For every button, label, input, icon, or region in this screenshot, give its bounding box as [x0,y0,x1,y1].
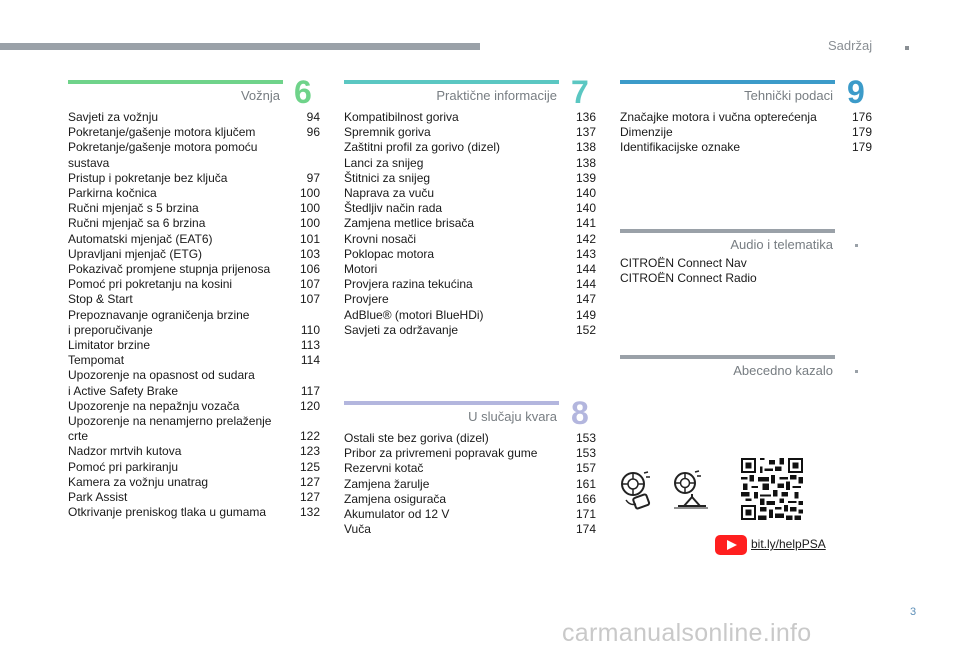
toc-entry-title: Upravljani mjenjač (ETG) [68,246,203,261]
toc-entry-page: 153 [575,431,596,445]
section-9-number: 9 [847,74,865,110]
youtube-icon[interactable] [715,535,747,555]
section-6-line [68,80,283,84]
toc-entry-page: 107 [299,292,320,307]
index-line [620,355,835,359]
section-7-line [344,80,559,84]
toc-entry-title: AdBlue® (motori BlueHDi) [344,307,484,322]
header-dot [905,46,909,50]
toc-entry-page: 137 [575,125,596,140]
toc-entry-page: 142 [575,231,596,246]
toc-entry-title: Pomoć pri parkiranju [68,459,179,474]
toc-entry-title: Pokretanje/gašenje motora pomoću sustava Pristup i pokretanje bez ključa [68,140,258,185]
toc-entry-title: Upozorenje na opasnost od sudara i Active Safety Brake [68,368,255,398]
section-8-line [344,401,559,405]
toc-entry-page: 101 [299,231,320,246]
toc-entry[interactable] [620,125,872,140]
toc-entry-page: 114 [300,353,320,368]
toc-entry-page: 100 [299,201,320,216]
toc-entry[interactable] [620,256,872,271]
toc-entry[interactable] [68,399,320,414]
toc-entry-title: Ručni mjenjač sa 6 brzina [68,216,206,231]
toc-entry-title: Savjeti za održavanje [344,322,459,337]
toc-entry-page: 123 [299,444,320,459]
section-7-list [344,110,596,338]
toc-entry-page: 136 [575,110,596,124]
toc-entry[interactable] [620,110,872,125]
toc-entry[interactable] [344,125,596,140]
toc-entry[interactable] [344,232,596,247]
toc-entry-page: 176 [851,110,872,124]
toc-entry-title: Stop & Start [68,292,133,307]
toc-entry[interactable] [68,277,320,292]
audio-title: Audio i telematika [730,237,833,252]
toc-entry[interactable] [344,201,596,216]
section-7-title: Praktične informacije [436,88,557,103]
toc-entry[interactable] [68,262,320,277]
page-header-title: Sadržaj [828,38,873,53]
toc-entry-page: 138 [575,155,596,170]
toc-entry[interactable] [68,505,320,520]
section-6-title: Vožnja [240,88,280,103]
toc-entry-title: Ručni mjenjač s 5 brzina [68,201,199,216]
toc-entry-title: Identifikacijske oznake [620,140,741,155]
toc-entry-page: 161 [575,476,596,491]
toc-entry[interactable] [68,353,320,368]
section-6-list [68,110,320,520]
toc-entry[interactable] [344,277,596,292]
toc-entry-page: 166 [575,491,596,506]
toc-entry-title: Lanci za snijeg [344,155,424,170]
toc-entry-page: 127 [299,490,320,505]
toc-entry[interactable] [344,186,596,201]
section-9-line [620,80,835,84]
toc-entry-title: Ostali ste bez goriva (dizel) [344,431,489,445]
toc-entry[interactable] [68,292,320,307]
toc-entry-page: 138 [575,140,596,155]
toc-entry[interactable] [344,323,596,338]
toc-entry[interactable] [68,444,320,459]
toc-entry-page: 140 [575,186,596,201]
toc-entry[interactable] [344,308,596,323]
section-8-list [344,431,596,537]
toc-entry-page: 96 [306,125,320,140]
toc-entry-page: 100 [299,216,320,231]
qr-code-icon [741,458,803,520]
toc-entry[interactable] [68,110,320,125]
toc-entry-title: Tempomat [68,353,125,368]
toc-entry-title: CITROËN Connect Nav [620,256,747,270]
audio-line [620,229,835,233]
section-6-number: 6 [294,74,312,110]
toc-entry-page: 100 [299,186,320,201]
toc-entry[interactable] [68,368,320,398]
toc-entry-title: Zamjena žarulje [344,476,430,491]
toc-entry-title: Naprava za vuču [344,186,435,201]
toc-entry-page: 94 [306,110,320,124]
toc-entry-page: 132 [299,505,320,520]
toc-entry-title: Pokazivač promjene stupnja prijenosa [68,262,271,277]
toc-entry-page: 122 [299,429,320,444]
toc-entry-page: 106 [299,262,320,277]
toc-entry[interactable] [344,156,596,171]
toc-entry[interactable] [344,292,596,307]
toc-entry-page: 139 [575,170,596,185]
toc-entry-page: 171 [575,507,596,522]
toc-entry-title: Zaštitni profil za gorivo (dizel) [344,140,501,155]
toc-entry-title: Pomoć pri pokretanju na kosini [68,277,233,292]
toc-entry[interactable] [344,216,596,231]
toc-entry[interactable] [68,460,320,475]
toc-entry[interactable] [68,247,320,262]
toc-entry[interactable] [344,477,596,492]
toc-entry-page: 174 [575,522,596,537]
toc-entry-page: 107 [299,277,320,292]
toc-entry-page: 127 [299,474,320,489]
tyre-kit-icon [616,470,658,512]
toc-entry[interactable] [68,140,320,186]
toc-entry-title: Poklopac motora [344,246,435,261]
toc-entry-title: CITROËN Connect Radio [620,271,757,286]
toc-entry[interactable] [344,171,596,186]
jack-wheel-icon [670,470,712,512]
toc-entry-page: 103 [299,246,320,261]
toc-entry[interactable] [620,271,872,286]
toc-entry-title: Provjera razina tekućina [344,277,473,292]
section-8-title: U slučaju kvara [468,409,557,424]
toc-entry-title: Parkirna kočnica [68,186,157,201]
toc-entry-title: Nadzor mrtvih kutova [68,444,182,459]
toc-entry-title: Vuča [344,522,371,537]
toc-entry[interactable] [68,475,320,490]
section-9-title: Tehnički podaci [744,88,833,103]
toc-entry-page: 143 [575,246,596,261]
index-dot [855,370,858,373]
toc-entry[interactable] [344,507,596,522]
index-title: Abecedno kazalo [733,363,833,378]
toc-entry[interactable] [344,110,596,125]
toc-entry-page: 152 [575,322,596,337]
toc-entry-title: Spremnik goriva [344,125,431,140]
toc-entry[interactable] [344,140,596,155]
toc-entry-page: 144 [575,262,596,277]
toc-entry-page: 149 [575,307,596,322]
toc-entry-page: 157 [575,461,596,476]
toc-entry-title: Štitnici za snijeg [344,170,431,185]
toc-entry-title: Akumulator od 12 V [344,507,450,522]
toc-entry-page: 179 [851,125,872,140]
toc-entry-page: 120 [299,398,320,413]
toc-entry[interactable] [344,262,596,277]
toc-entry-page: 141 [575,216,596,231]
toc-entry-page: 110 [300,322,320,337]
toc-entry-title: Upozorenje na nenamjerno prelaženje crte [68,414,272,444]
toc-entry[interactable] [620,140,872,155]
top-bar [0,43,480,50]
toc-entry-title: Limitator brzine [68,338,151,353]
toc-entry[interactable] [68,125,320,140]
toc-entry[interactable] [68,308,320,338]
toc-entry[interactable] [344,492,596,507]
toc-entry[interactable] [68,338,320,353]
section-9-list [620,110,872,156]
audio-dot [855,244,858,247]
page-number: 3 [910,606,917,618]
toc-entry-page: 147 [575,292,596,307]
audio-list [620,256,872,286]
toc-entry-page: 117 [300,383,320,398]
toc-entry[interactable] [344,431,596,446]
toc-entry-title: Park Assist [68,490,128,505]
toc-entry-title: Pokretanje/gašenje motora ključem [68,125,256,140]
toc-entry-title: Dimenzije [620,125,673,140]
toc-entry-page: 140 [575,201,596,216]
watermark: carmanualsonline.info [562,619,812,647]
toc-entry-page: 144 [575,277,596,292]
toc-entry[interactable] [68,216,320,231]
toc-entry-page: 153 [575,446,596,461]
toc-entry-title: Savjeti za vožnju [68,110,159,124]
toc-entry-title: Krovni nosači [344,231,417,246]
toc-entry-page: 97 [306,170,320,185]
toc-entry[interactable] [68,186,320,201]
toc-entry[interactable] [344,446,596,461]
toc-entry-title: Štedljiv način rada [344,201,443,216]
toc-entry-title: Automatski mjenjač (EAT6) [68,231,213,246]
toc-entry-title: Kamera za vožnju unatrag [68,474,209,489]
toc-entry-title: Provjere [344,292,389,307]
toc-entry[interactable] [68,490,320,505]
toc-entry-title: Motori [344,262,378,277]
toc-entry-title: Zamjena osigurača [344,491,447,506]
toc-entry-title: Pribor za privremeni popravak gume [344,446,538,461]
toc-entry[interactable] [68,201,320,216]
toc-entry-page: 179 [851,140,872,155]
toc-entry-page: 113 [300,338,320,353]
toc-entry[interactable] [344,522,596,537]
toc-entry-title: Kompatibilnost goriva [344,110,459,124]
help-link[interactable]: bit.ly/helpPSA [751,537,826,551]
toc-entry-title: Upozorenje na nepažnju vozača [68,398,240,413]
toc-entry[interactable] [68,414,320,444]
toc-entry-title: Rezervni kotač [344,461,424,476]
toc-entry-page: 125 [299,459,320,474]
toc-entry[interactable] [344,247,596,262]
toc-entry-title: Otkrivanje preniskog tlaka u gumama [68,505,267,520]
toc-entry[interactable] [68,232,320,247]
toc-entry[interactable] [344,461,596,476]
toc-entry-title: Zamjena metlice brisača [344,216,475,231]
toc-entry-title: Prepoznavanje ograničenja brzine i preporučivanje [68,307,250,337]
toc-entry-title: Značajke motora i vučna opterećenja [620,110,817,124]
section-7-number: 7 [571,74,589,110]
section-8-number: 8 [571,395,589,431]
